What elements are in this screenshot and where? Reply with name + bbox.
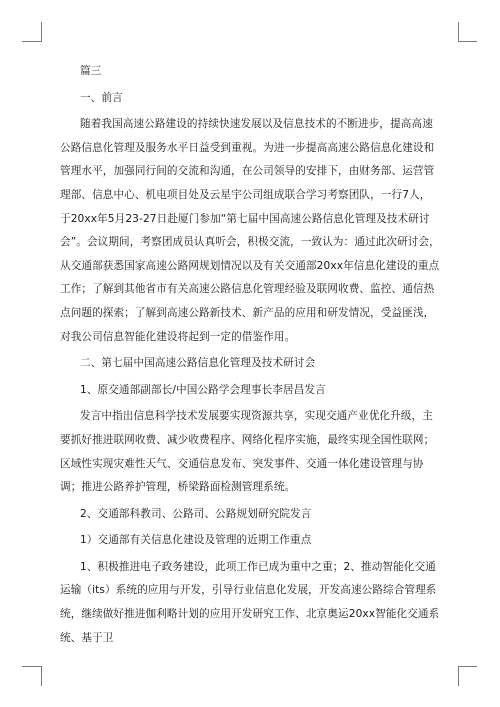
crop-mark-top-right-h — [458, 41, 477, 42]
paragraph-speech-li: 发言中指出信息科学技术发展要实现资源共享，实现交通产业优化升级，主要抓好推进联网收费、减少收费程序、网络化程序实施，最终实现全国性联网；区域性实现灾难性天气、交通信息发布、突发事件、交通一体化建设管理与协调；推进公路养护管理，桥梁路面检测管理系统。 — [60, 410, 435, 494]
crop-mark-bottom-left-h — [22, 666, 41, 667]
crop-mark-bottom-right-h — [458, 666, 477, 667]
heading-seminar: 二、第七届中国高速公路信息化管理及技术研讨会 — [80, 357, 316, 370]
crop-mark-top-left-v — [41, 22, 42, 42]
heading-speech-li: 1、原交通部副部长/中国公路学会理事长李居昌发言 — [80, 383, 326, 396]
crop-mark-bottom-right-v — [458, 666, 459, 686]
section-label: 篇三 — [80, 65, 102, 77]
heading-ministry-speech: 2、交通部科教司、公路司、公路规划研究院发言 — [80, 507, 312, 520]
crop-mark-top-right-v — [458, 22, 459, 42]
paragraph-work-focus: 1、积极推进电子政务建设，此项工作已成为重中之重；2、推动智能化交通运输（its）系统的应用与开发，引导行业信息化发展，开发高速公路综合管理系统，继续做好推进伽利略计划的应用开发研究工作、北京奥运20xx智能化交通系统、基于卫 — [60, 560, 440, 644]
heading-work-focus: 1）交通部有关信息化建设及管理的近期工作重点 — [80, 534, 312, 547]
paragraph-preface: 随着我国高速公路建设的持续快速发展以及信息技术的不断进步，提高高速公路信息化管理及服务水平日益受到重视。为进一步提高高速公路信息化建设和管理水平，加强同行间的交流和沟通，在公司领导的安排下，由财务部、运营管理部、信息中心、机电项目处及云星宇公司组成联合学习考察团队，一行7人，于20xx年5月23-27日赴厦门参加“第七届中国高速公路信息化管理及技术研讨会”。会议期间，考察团成员认真听会，积极交流，一致认为：通过此次研讨会，从交通部获悉国家高速公路网规划情况以及有关交通部20xx年信息化建设的重点工作；了解到其他省市有关高速公路信息化管理经验及联网收费、监控、通信热点问题的探索；了解到高速公路新技术、新产品的应用和研发情况，受益匪浅，对我公司信息智能化建设将起到一定的借鉴作用。 — [60, 118, 440, 343]
crop-mark-bottom-left-v — [41, 666, 42, 686]
crop-mark-top-left-h — [22, 41, 41, 42]
document-body — [60, 60, 440, 650]
heading-preface: 一、前言 — [80, 91, 123, 104]
